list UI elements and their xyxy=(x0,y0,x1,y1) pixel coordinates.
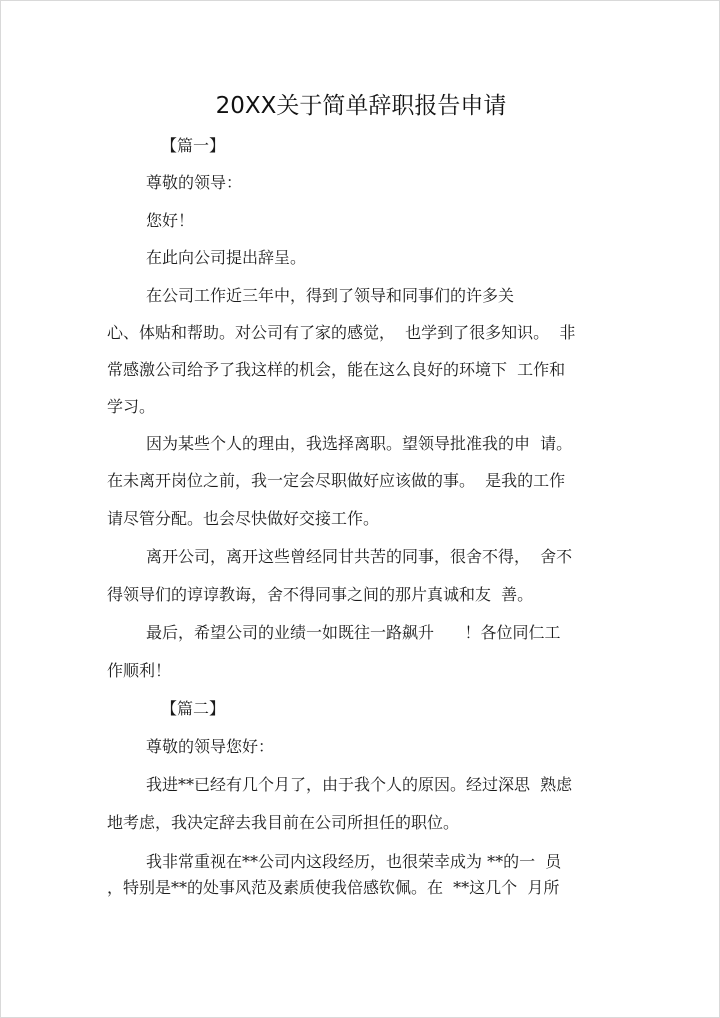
paragraph-line: 心、体贴和帮助。对公司有了家的感觉， 也学到了很多知识。 非 xyxy=(107,323,576,342)
paragraph-line: 最后，希望公司的业绩一如既往一路飙升 ！各位同仁工 xyxy=(146,623,561,642)
salutation: 尊敬的领导您好： xyxy=(146,737,275,756)
salutation: 尊敬的领导： xyxy=(146,173,243,192)
paragraph-line: ，特别是**的处事风范及素质使我倍感钦佩。在 **这几个 月所 xyxy=(107,878,560,897)
paragraph-line: 作顺利！ xyxy=(107,661,172,680)
greeting: 您好！ xyxy=(146,211,195,230)
paragraph-line: 在此向公司提出辞呈。 xyxy=(146,248,307,267)
paragraph-line: 我非常重视在**公司内这段经历，也很荣幸成为 **的一 员 xyxy=(146,852,562,871)
paragraph-line: 学习。 xyxy=(107,397,156,416)
paragraph-line: 得领导们的谆谆教诲，舍不得同事之间的那片真诚和友 善。 xyxy=(107,585,534,604)
section-heading-1: 【篇一】 xyxy=(161,136,226,155)
paragraph-line: 请尽管分配。也会尽快做好交接工作。 xyxy=(107,509,380,528)
section-heading-2: 【篇二】 xyxy=(161,699,226,718)
paragraph-line: 我进**已经有几个月了，由于我个人的原因。经过深思 熟虑 xyxy=(146,775,573,794)
document-title: 20XX关于简单辞职报告申请 xyxy=(215,93,507,119)
paragraph-line: 离开公司，离开这些曾经同甘共苦的同事，很舍不得， 舍不 xyxy=(146,547,573,566)
paragraph-line: 常感激公司给予了我这样的机会，能在这么良好的环境下 工作和 xyxy=(107,360,566,379)
paragraph-line: 在公司工作近三年中，得到了领导和同事们的许多关 xyxy=(146,286,515,305)
paragraph-line: 因为某些个人的理由，我选择离职。望领导批准我的申 请。 xyxy=(146,434,573,453)
paragraph-line: 在未离开岗位之前，我一定会尽职做好应该做的事。 是我的工作 xyxy=(107,471,566,490)
paragraph-line: 地考虑，我决定辞去我目前在公司所担任的职位。 xyxy=(107,813,460,832)
